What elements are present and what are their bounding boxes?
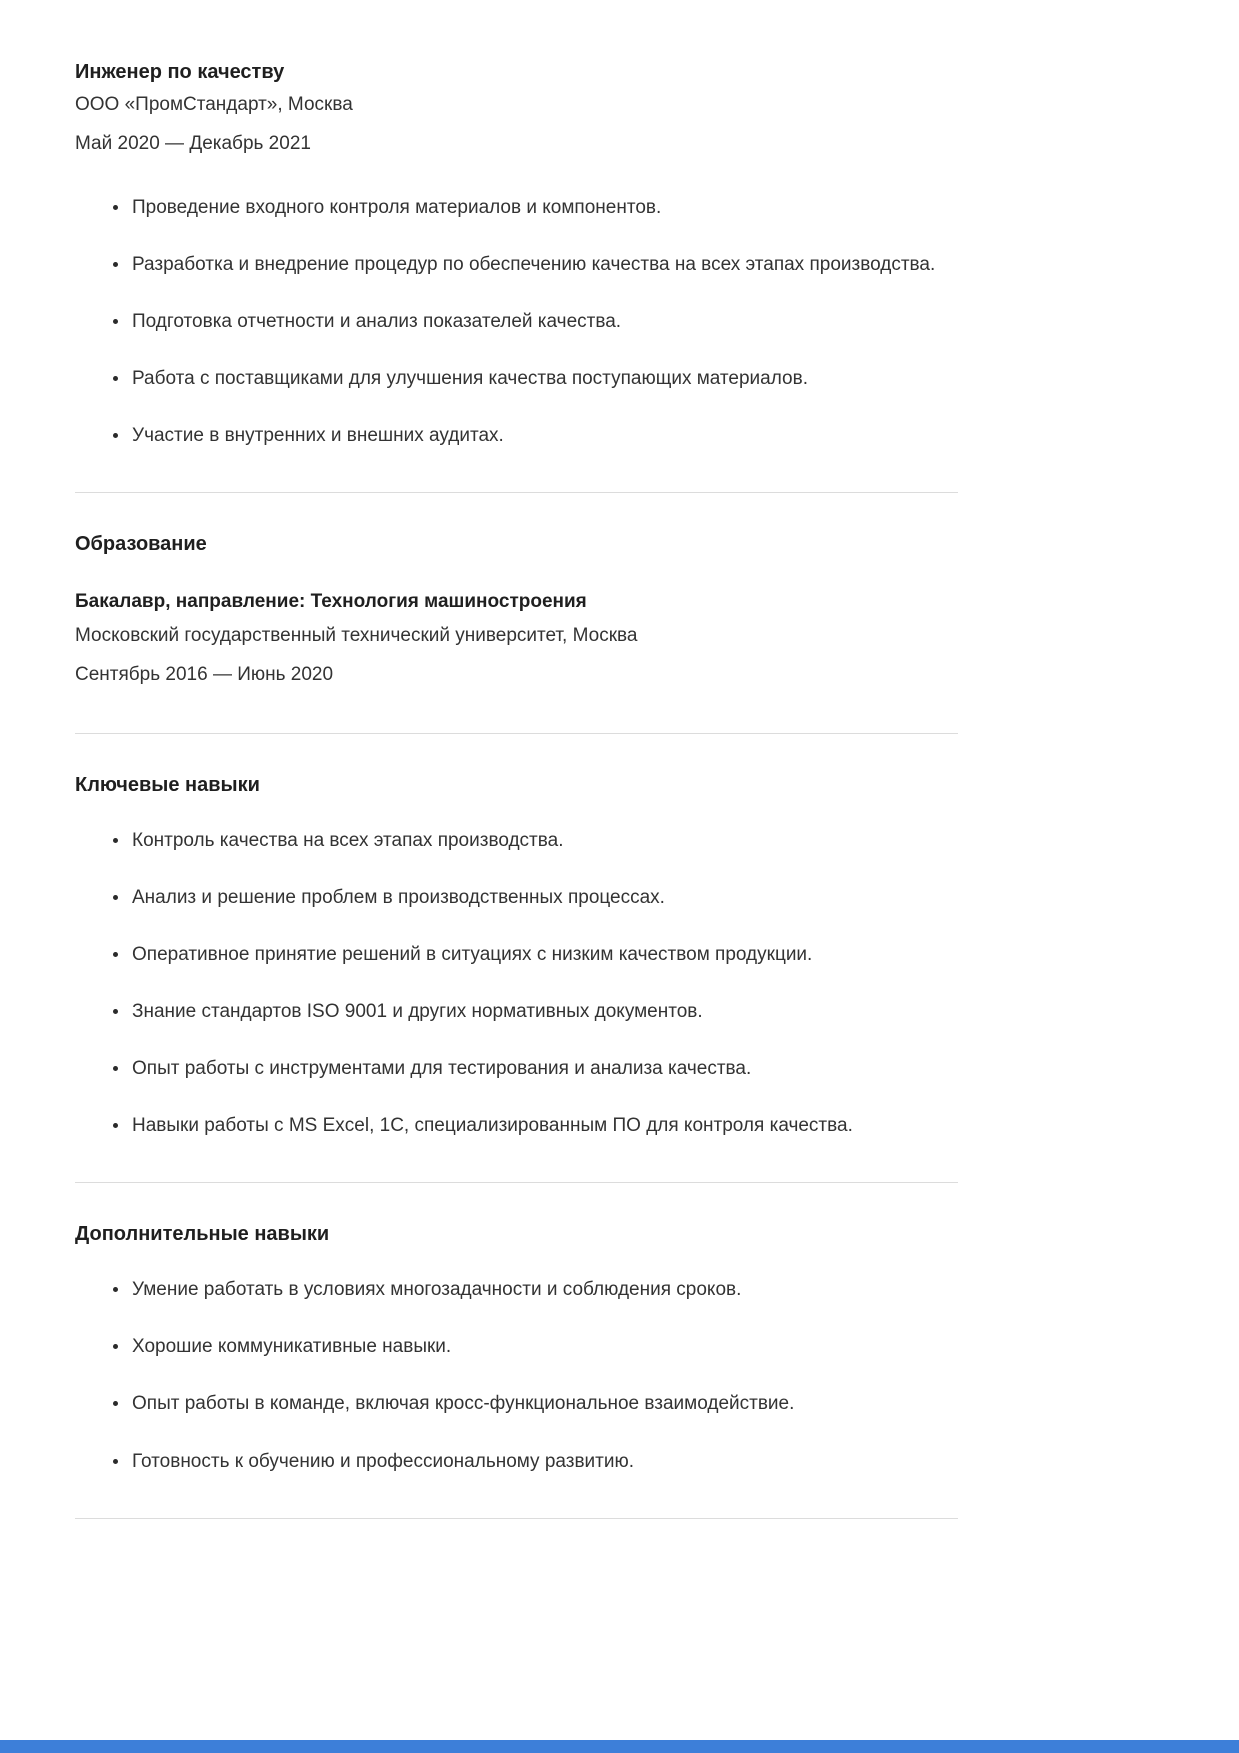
bullet-item: • Работа с поставщиками для улучшения качества поступающих материалов. bbox=[130, 361, 958, 397]
additional-skills-section bbox=[75, 1223, 958, 1479]
bullet-item: • Умение работать в условиях многозадачности и соблюдения сроков. bbox=[130, 1272, 958, 1308]
key-skills-section bbox=[75, 774, 958, 1145]
job-title: Инженер по качеству bbox=[75, 61, 285, 83]
education-period: Сентябрь 2016 — Июнь 2020 bbox=[75, 663, 334, 685]
company-location: ООО «ПромСтандарт», Москва bbox=[75, 94, 353, 115]
degree-title: Бакалавр, направление: Технология машиностроения bbox=[75, 591, 587, 613]
section-divider bbox=[75, 733, 958, 734]
bullet-item: • Проведение входного контроля материалов и компонентов. bbox=[130, 190, 958, 226]
bullet-item: • Разработка и внедрение процедур по обеспечению качества на всех этапах производства. bbox=[130, 247, 958, 283]
education-heading: Образование bbox=[75, 533, 207, 556]
bullet-item: • Опыт работы с инструментами для тестирования и анализа качества. bbox=[130, 1051, 958, 1087]
section-divider bbox=[75, 1182, 958, 1183]
footer-accent-bar bbox=[0, 1740, 1239, 1753]
bullet-item: • Анализ и решение проблем в производственных процессах. bbox=[130, 880, 958, 916]
bullet-item: • Участие в внутренних и внешних аудитах. bbox=[130, 418, 958, 454]
additional-skills-bullet-list bbox=[75, 1272, 958, 1479]
key-skills-heading: Ключевые навыки bbox=[75, 773, 260, 796]
bullet-item: • Подготовка отчетности и анализ показателей качества. bbox=[130, 304, 958, 340]
bullet-item: • Контроль качества на всех этапах производства. bbox=[130, 823, 958, 859]
bullet-item: • Знание стандартов ISO 9001 и других нормативных документов. bbox=[130, 994, 958, 1030]
bullet-item: • Хорошие коммуникативные навыки. bbox=[130, 1329, 958, 1365]
experience-section bbox=[75, 58, 958, 454]
education-section bbox=[75, 533, 958, 694]
section-divider bbox=[75, 492, 958, 493]
bullet-item: • Опыт работы в команде, включая кросс-функциональное взаимодействие. bbox=[130, 1386, 958, 1422]
employment-period: Май 2020 — Декабрь 2021 bbox=[75, 132, 311, 154]
section-divider bbox=[75, 1518, 958, 1519]
bullet-item: • Навыки работы с MS Excel, 1C, специализированным ПО для контроля качества. bbox=[130, 1108, 958, 1144]
additional-skills-heading: Дополнительные навыки bbox=[75, 1223, 330, 1246]
key-skills-bullet-list bbox=[75, 823, 958, 1145]
university-name: Московский государственный технический университет, Москва bbox=[75, 624, 638, 646]
bullet-item: • Готовность к обучению и профессиональному развитию. bbox=[130, 1444, 958, 1480]
bullet-item: • Оперативное принятие решений в ситуациях с низким качеством продукции. bbox=[130, 937, 958, 973]
experience-bullet-list bbox=[75, 190, 958, 454]
